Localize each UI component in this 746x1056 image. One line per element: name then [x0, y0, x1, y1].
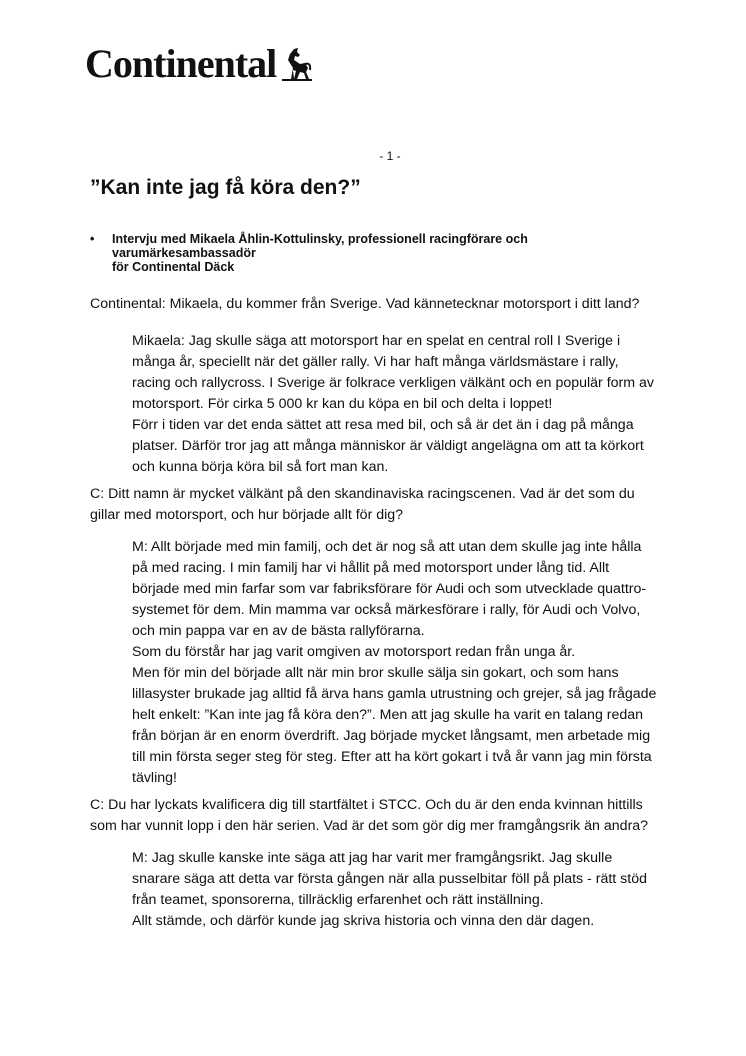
text-line: som har vunnit lopp i den här serien. Vad är det som gör dig mer framgångsrik än andra?	[90, 818, 649, 834]
text-line: lillasyster brukade jag alltid få ärva hans gamla utrustning och grejer, så jag frågade	[132, 686, 657, 702]
text-line: C: Du har lyckats kvalificera dig till startfältet i STCC. Och du är den enda kvinnan hittills	[90, 797, 643, 813]
text-line: M: Allt började med min familj, och det är nog så att utan dem skulle jag inte hålla	[132, 539, 642, 555]
text-line: Men för min del började allt när min bror skulle sälja sin gokart, och som hans	[132, 665, 619, 681]
answer-3	[132, 848, 692, 932]
text-line: tävling!	[132, 770, 177, 786]
question-2	[90, 484, 690, 526]
bullet-subtitle	[90, 232, 610, 274]
text-line: och min pappa var en av de bästa rallyförarna.	[132, 623, 425, 639]
bullet-line: Intervju med Mikaela Åhlin-Kottulinsky, professionell racingförare och	[112, 232, 528, 246]
text-line: M: Jag skulle kanske inte säga att jag har varit mer framgångsrikt. Jag skulle	[132, 850, 613, 866]
answer-1	[132, 331, 692, 478]
text-line: från teamet, sponsorerna, tillräcklig erfarenhet och rätt inställning.	[132, 892, 544, 908]
rearing-horse-icon	[278, 46, 314, 82]
text-line: till min första seger steg för steg. Efter att ha kört gokart i två år vann jag min första	[132, 749, 652, 765]
text-line: många år, speciellt när det gäller rally. Vi har haft många världsmästare i rally,	[132, 354, 619, 370]
text-line: Mikaela: Jag skulle säga att motorsport har en spelat en central roll I Sverige i	[132, 333, 621, 349]
text-line: Förr i tiden var det enda sättet att resa med bil, och så är det än i dag på många	[132, 417, 634, 433]
bullet-icon: •	[90, 232, 95, 246]
text-line: motorsport. För cirka 5 000 kr kan du köpa en bil och delta i loppet!	[132, 396, 553, 412]
page-number: - 1 -	[379, 149, 401, 163]
question-1	[90, 294, 690, 315]
page-title: ”Kan inte jag få köra den?”	[90, 176, 361, 199]
question-3	[90, 795, 690, 837]
text-line: C: Ditt namn är mycket välkänt på den skandinaviska racingscenen. Vad är det som du	[90, 486, 635, 502]
bullet-line: för Continental Däck	[112, 260, 235, 274]
text-line: från början är en enorm överdrift. Jag började mycket långsamt, men arbetade mig	[132, 728, 651, 744]
bullet-line: varumärkesambassadör	[112, 246, 256, 260]
answer-2	[132, 537, 692, 789]
text-line: Continental: Mikaela, du kommer från Sverige. Vad kännetecknar motorsport i ditt land?	[90, 296, 640, 312]
text-line: och kunna börja köra bil så fort man kan.	[132, 459, 389, 475]
continental-logo	[85, 41, 314, 86]
text-line: helt enkelt: ”Kan inte jag få köra den?”. Men att jag skulle ha varit en talang redan	[132, 707, 644, 723]
text-line: systemet för dem. Min mamma var också märkesförare i rally, för Audi och Volvo,	[132, 602, 641, 618]
text-line: Allt stämde, och därför kunde jag skriva historia och vinna den där dagen.	[132, 913, 595, 929]
text-line: på med racing. I min familj har vi hållit på med motorsport under lång tid. Allt	[132, 560, 610, 576]
text-line: snarare säga att detta var första gången när alla pusselbitar föll på plats - rätt stöd	[132, 871, 647, 887]
logo-wordmark: Continental	[85, 41, 277, 86]
text-line: Som du förstår har jag varit omgiven av motorsport redan från unga år.	[132, 644, 576, 660]
text-line: gillar med motorsport, och hur började allt för dig?	[90, 507, 404, 523]
text-line: racing och rallycross. I Sverige är folkrace verkligen välkänt och en populär form av	[132, 375, 655, 391]
text-line: platser. Därför tror jag att många människor är väldigt angelägna om att ta körkort	[132, 438, 644, 454]
text-line: började med min farfar som var fabriksförare för Audi och som utvecklade quattro-	[132, 581, 647, 597]
